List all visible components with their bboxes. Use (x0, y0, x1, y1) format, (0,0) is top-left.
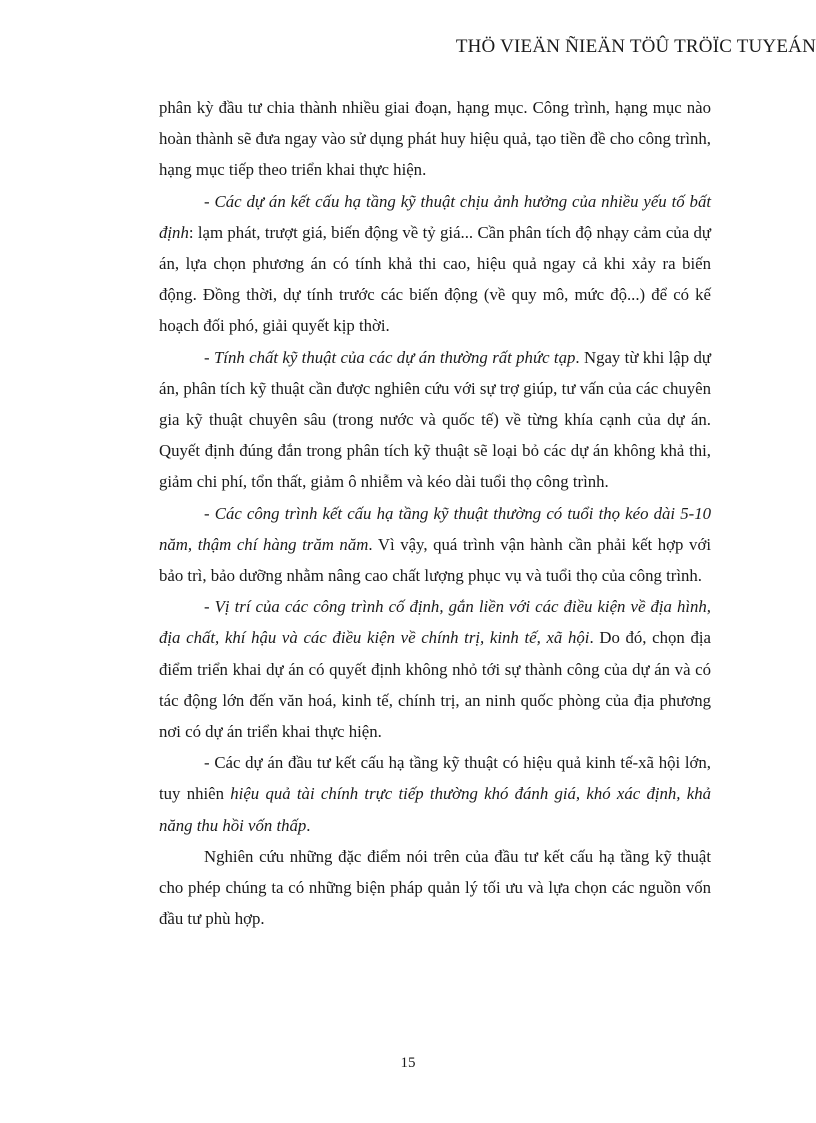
paragraph-5: - Vị trí của các công trình cố định, gắn liền với các điều kiện về địa hình, địa chất, khí hậu và các điều kiện về chính trị, kinh tế, xã hội. Do đó, chọn địa điểm triển khai dự án có quyết định không nhỏ tới sự thành công của dự án và có tác động lớn đến văn hoá, kinh tế, chính trị, an ninh quốc phòng của địa phương nơi có dự án triển khai thực hiện. (159, 597, 711, 742)
page-footer (0, 1055, 816, 1072)
page-number: 15 (400, 1055, 416, 1071)
paragraph-4: - Các công trình kết cấu hạ tầng kỹ thuật thường có tuổi thọ kéo dài 5-10 năm, thậm chí hàng trăm năm. Vì vậy, quá trình vận hành cần phải kết hợp với bảo trì, bảo dưỡng nhằm nâng cao chất lượng phục vụ và tuổi thọ của công trình. (159, 503, 711, 586)
paragraph-2: - Các dự án kết cấu hạ tầng kỹ thuật chịu ảnh hưởng của nhiều yếu tố bất định: lạm phát, trượt giá, biến động về tỷ giá... Cần phân tích độ nhạy cảm của dự án, lựa chọn phương án có tính khả thi cao, hiệu quả ngay cả khi xảy ra biến động. Đồng thời, dự tính trước các biến động (về quy mô, mức độ...) để có kế hoạch đối phó, giải quyết kịp thời. (159, 191, 711, 336)
paragraph-6: - Các dự án đầu tư kết cấu hạ tầng kỹ thuật có hiệu quả kinh tế-xã hội lớn, tuy nhiên hiệu quả tài chính trực tiếp thường khó đánh giá, khó xác định, khả năng thu hồi vốn thấp. (159, 753, 711, 835)
paragraph-7: Nghiên cứu những đặc điểm nói trên của đầu tư kết cấu hạ tầng kỹ thuật cho phép chúng ta có những biện pháp quản lý tối ưu và lựa chọn các nguồn vốn đầu tư phù hợp. (159, 846, 711, 929)
paragraph-1: phân kỳ đầu tư chia thành nhiều giai đoạn, hạng mục. Công trình, hạng mục nào hoàn thành sẽ đưa ngay vào sử dụng phát huy hiệu quả, tạo tiền đề cho công trình, hạng mục tiếp theo triển khai thực hiện. (159, 98, 711, 180)
document-body (159, 92, 711, 934)
paragraph-3: - Tính chất kỹ thuật của các dự án thường rất phức tạp. Ngay từ khi lập dự án, phân tích kỹ thuật cần được nghiên cứu với sự trợ giúp, tư vấn của các chuyên gia kỹ thuật chuyên sâu (trong nước và quốc tế) về từng khía cạnh của dự án. Quyết định đúng đắn trong phân tích kỹ thuật sẽ loại bỏ các dự án không khả thi, giảm chi phí, tổn thất, giảm ô nhiễm và kéo dài tuổi thọ công trình. (159, 347, 711, 492)
page-header (0, 36, 816, 58)
header-title: THÖ VIEÄN ÑIEÄN TÖÛ TRÖÏC TUYEÁN (455, 36, 816, 57)
